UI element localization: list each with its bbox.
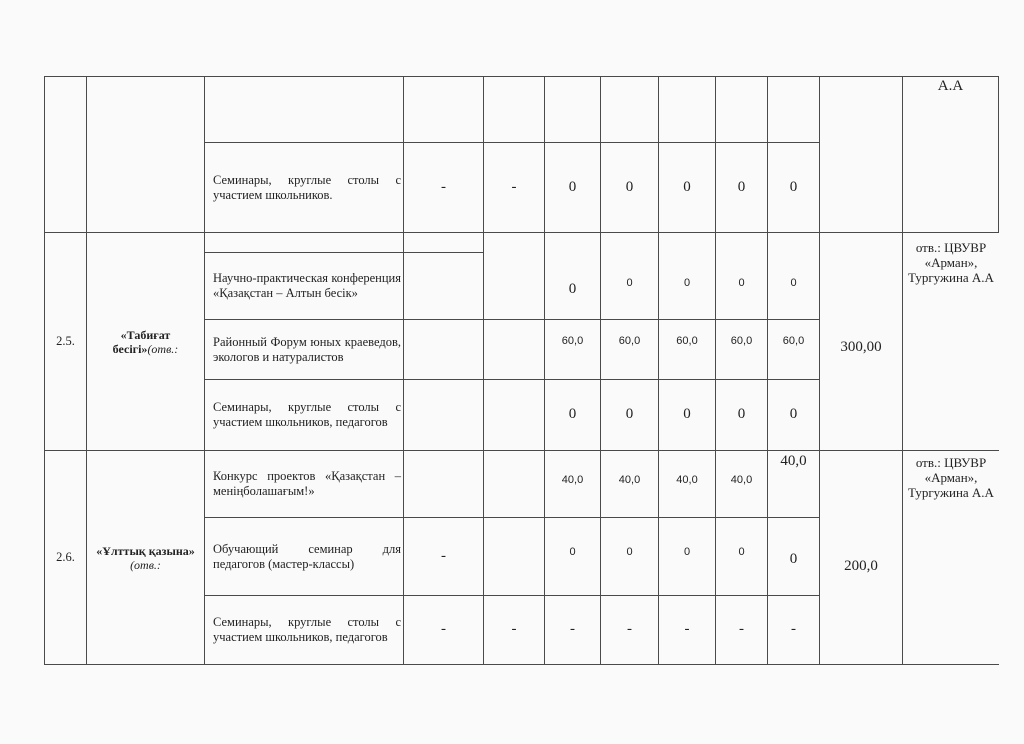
activity-cell xyxy=(205,320,411,379)
value-cell: 0 xyxy=(626,545,633,558)
value-cell: 0 xyxy=(789,178,798,195)
activity-text: Научно-практическая конференция «Қазақстан – Алтын бесік» xyxy=(213,271,401,300)
value-cell: 0 xyxy=(683,276,691,289)
value-cell: 60,0 xyxy=(676,334,698,347)
value-cell: 40,0 xyxy=(676,473,698,486)
activity-text: Семинары, круглые столы с участием школьников, педагогов xyxy=(213,615,401,644)
activity-cell xyxy=(205,380,411,450)
value-cell: 0 xyxy=(737,178,746,195)
value-cell: 40,0 xyxy=(561,473,584,486)
value-cell: - xyxy=(684,621,690,638)
value-cell: 0 xyxy=(738,545,745,558)
row-number: 2.6. xyxy=(56,550,75,565)
activity-cell xyxy=(205,253,411,319)
value-cell: - xyxy=(441,547,446,564)
row-divider xyxy=(205,232,819,233)
value-cell: - xyxy=(739,621,744,638)
value-cell: - xyxy=(570,621,575,638)
value-cell: 0 xyxy=(789,550,798,567)
activity-cell xyxy=(205,143,411,232)
value-cell: - xyxy=(627,621,632,638)
value-cell: - xyxy=(791,621,796,638)
value-cell: 40,0 xyxy=(730,473,753,486)
value-cell: 0 xyxy=(738,276,745,289)
activity-text: Районный Форум юных краеведов, экологов и натуралистов xyxy=(213,334,401,364)
value-cell: 0 xyxy=(568,406,577,423)
value-cell: 60,0 xyxy=(730,334,753,347)
value-cell: 0 xyxy=(625,178,634,195)
activity-cell xyxy=(205,596,411,664)
value-cell: 40,0 xyxy=(618,473,641,486)
row-number: 2.5. xyxy=(56,334,75,349)
activity-text: Обучающий семинар для педагогов (мастер-классы) xyxy=(213,541,401,571)
col-divider xyxy=(902,76,903,665)
activity-cell xyxy=(205,451,411,517)
table-bottom-border xyxy=(44,664,999,665)
value-cell: 40,0 xyxy=(780,453,807,470)
value-cell: - xyxy=(441,178,446,195)
program-name: «Табиғат бесігі»(отв.: xyxy=(112,327,179,356)
activity-text: Конкурс проектов «Қазақстан – менiңболашағым!» xyxy=(213,469,401,498)
program-name: «Ұлттық қазына» (отв.: xyxy=(96,543,195,572)
activity-cell xyxy=(205,518,411,595)
value-cell: - xyxy=(441,621,446,638)
value-cell: 0 xyxy=(569,545,576,558)
value-cell: 0 xyxy=(683,545,691,558)
value-cell: 60,0 xyxy=(561,334,584,347)
program-name-cell xyxy=(87,451,204,664)
top-responsible: А.А xyxy=(937,78,964,95)
value-cell: - xyxy=(511,178,517,195)
value-cell: 0 xyxy=(568,178,577,195)
col-divider xyxy=(998,76,999,233)
responsible-text: отв.: ЦВУВР «Арман», Тургужина А.А xyxy=(908,455,994,500)
responsible-cell xyxy=(903,240,999,330)
total-amount: 200,0 xyxy=(844,557,878,574)
total-amount: 300,00 xyxy=(840,338,882,355)
value-cell: 0 xyxy=(683,178,691,195)
value-cell: 0 xyxy=(568,281,577,298)
responsible-cell xyxy=(903,455,999,545)
activity-text: Семинары, круглые столы с участием школьников. xyxy=(213,172,401,202)
value-cell: 0 xyxy=(626,276,633,289)
value-cell: 0 xyxy=(625,406,634,423)
value-cell: - xyxy=(511,621,517,638)
program-name-cell xyxy=(87,233,204,450)
value-cell: 0 xyxy=(790,276,797,289)
responsible-text: отв.: ЦВУВР «Арман», Тургужина А.А xyxy=(908,240,994,285)
value-cell: 0 xyxy=(683,406,691,423)
value-cell: 60,0 xyxy=(618,334,641,347)
value-cell: 0 xyxy=(789,406,798,423)
activity-text: Семинары, круглые столы с участием школьников, педагогов xyxy=(213,400,401,429)
table-top-border xyxy=(44,76,999,77)
value-cell: 0 xyxy=(737,406,746,423)
value-cell: 60,0 xyxy=(782,334,805,347)
